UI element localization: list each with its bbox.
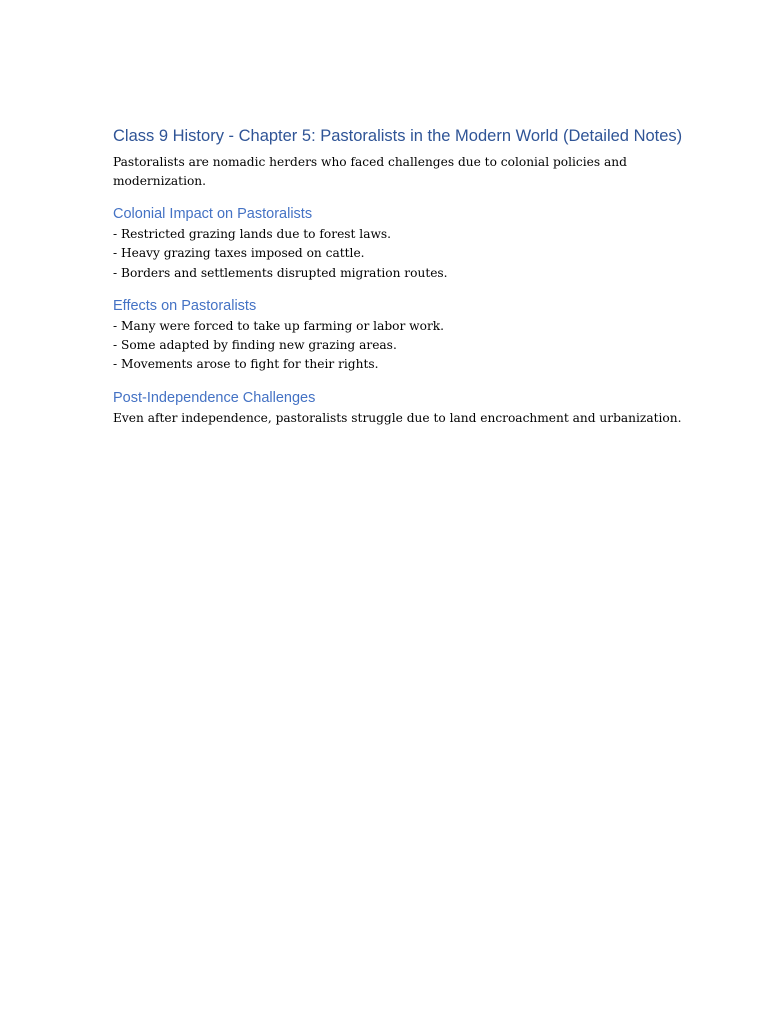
list-item: - Many were forced to take up farming or labor work. (113, 318, 445, 333)
intro-paragraph: Pastoralists are nomadic herders who faced challenges due to colonial policies and modernization. (113, 155, 627, 188)
section-post-independence (113, 388, 693, 428)
section-effects (113, 296, 693, 375)
list-item: - Heavy grazing taxes imposed on cattle. (113, 246, 365, 261)
section-colonial-impact (113, 204, 693, 283)
section-heading: Effects on Pastoralists (113, 297, 257, 314)
document-title: Class 9 History - Chapter 5: Pastoralists in the Modern World (Detailed Notes) (113, 127, 683, 145)
document-page (113, 124, 693, 428)
section-heading: Post-Independence Challenges (113, 389, 316, 406)
section-heading: Colonial Impact on Pastoralists (113, 206, 313, 222)
paragraph: Even after independence, pastoralists struggle due to land encroachment and urbanization. (113, 410, 682, 425)
list-item: - Restricted grazing lands due to forest laws. (113, 227, 392, 241)
list-item: - Movements arose to fight for their rights. (113, 357, 379, 372)
list-item: - Borders and settlements disrupted migration routes. (113, 265, 448, 280)
list-item: - Some adapted by finding new grazing areas. (113, 338, 397, 353)
